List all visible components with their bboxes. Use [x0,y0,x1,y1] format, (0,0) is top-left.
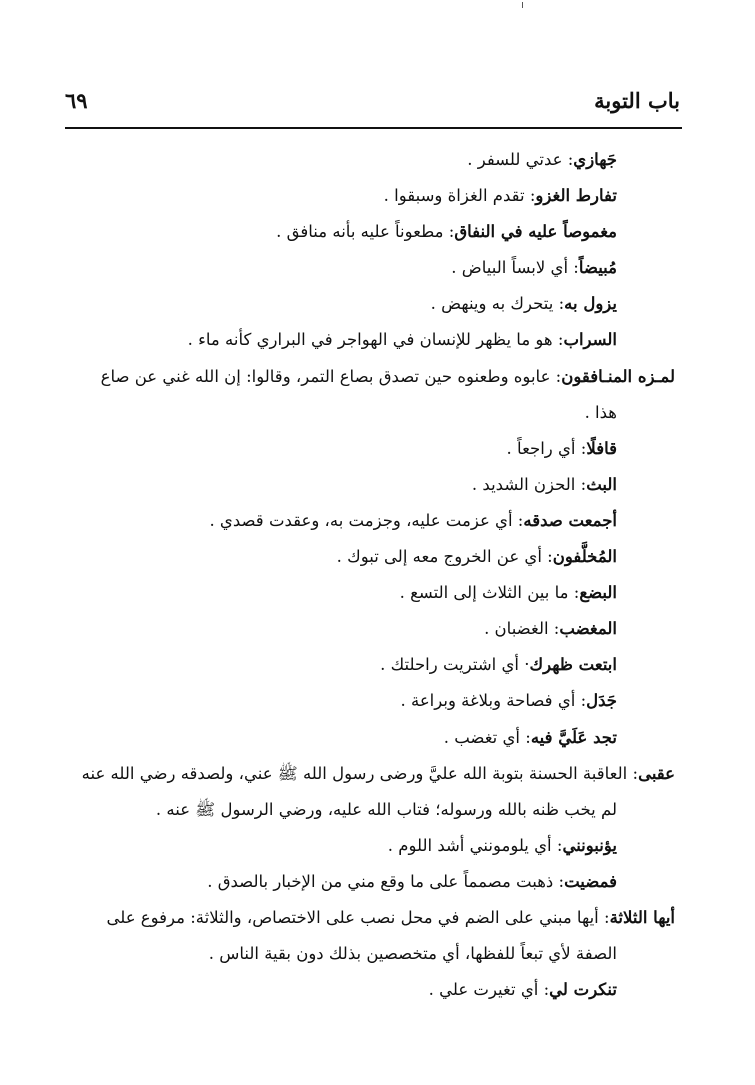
glossary-term: مغموصاً عليه في النفاق [454,222,617,242]
term-separator: : [575,438,587,458]
glossary-entry [75,611,675,647]
header-rule [65,127,682,129]
glossary-definition: أي عزمت عليه، وجزمت به، وعقدت قصدي . [209,510,513,530]
glossary-entry [75,828,675,864]
term-separator: : [568,583,580,603]
glossary-term: أيها الثلاثة [609,907,675,927]
glossary-definition: أي تغضب . [443,727,521,747]
glossary-term: تفارط الغزو [535,186,617,206]
glossary-definition: ذهبت مصمماً على ما وقع مني من الإخبار بالصدق . [207,871,554,891]
glossary-term: تجد عَلَيَّ فيه [530,727,617,747]
glossary-term: جَهازي [573,150,617,169]
term-separator: : [575,691,587,711]
glossary-definition: أي يلومونني أشد اللوم . [387,835,552,855]
glossary-term: البث [586,474,617,494]
term-separator: : [598,907,610,927]
term-separator: : [552,330,564,350]
glossary-term: السراب [563,330,617,350]
glossary-term: عقبى [638,763,675,783]
term-separator: : [562,150,574,169]
glossary-entry [75,972,675,1008]
term-separator: · [518,655,530,675]
glossary-term: لمـزه المنـافقون [561,366,675,386]
glossary-term: مُبيضاً [578,258,617,278]
term-separator: : [512,510,524,530]
term-separator: : [541,547,553,567]
glossary-definition: أي اشتريت راحلتك . [380,655,519,675]
glossary-definition: الحزن الشديد . [471,474,576,494]
glossary-term: البضع [579,583,617,603]
glossary-definition: يتحرك به وينهض . [430,294,554,314]
glossary-entry [75,467,675,503]
glossary-definition: مطعوناً عليه بأنه منافق . [276,222,444,242]
glossary-list [75,142,675,1008]
glossary-entry [75,250,675,286]
glossary-definition: عدتي للسفر . [467,150,563,169]
glossary-entry [75,142,675,178]
term-separator: : [568,258,579,278]
glossary-term: أجمعت صدقه [523,510,617,530]
glossary-definition: أي راجعاً . [506,438,576,458]
glossary-definition: العاقبة الحسنة بتوبة الله عليَّ ورضى رسول الله ﷺ عني، ولصدقه رضي الله عنه لم يخب ظنه بالله ورسوله؛ فتاب الله عليه، ورضي الرسول ﷺ عنه . [81,763,628,819]
glossary-entry [75,647,675,683]
term-separator: : [548,619,560,639]
glossary-term: قافلًا [586,438,617,458]
glossary-term: فمضيت [564,871,617,891]
glossary-entry [75,683,675,719]
glossary-definition: ما بين الثلاث إلى التسع . [399,583,569,603]
glossary-entry [75,431,675,467]
page-header [65,88,680,124]
glossary-entry [75,178,675,214]
glossary-definition: أي عن الخروج معه إلى تبوك . [336,547,542,567]
glossary-entry [75,756,675,828]
glossary-definition: الغضبان . [484,619,549,639]
glossary-term: يؤنبونني [562,835,617,855]
glossary-definition: عابوه وطعنوه حين تصدق بصاع التمر، وقالوا: إن الله غني عن صاع هذا . [100,366,617,422]
glossary-term: جَدَل [586,691,617,711]
glossary-entry [75,539,675,575]
term-separator: : [553,871,565,891]
term-separator: : [520,727,531,747]
term-separator: : [553,294,565,314]
term-separator: : [627,763,639,783]
term-separator: : [538,980,550,1000]
scan-mark [522,2,523,8]
term-separator: : [575,474,587,494]
glossary-entry [75,864,675,900]
glossary-entry [75,322,675,358]
glossary-definition: أي تغيرت علي . [428,980,539,1000]
glossary-entry [75,575,675,611]
glossary-term: ابتعت ظهرك [529,655,617,675]
glossary-entry [75,214,675,250]
glossary-entry [75,720,675,756]
glossary-definition: أي فصاحة وبلاغة وبراعة . [400,691,576,711]
glossary-definition: تقدم الغزاة وسبقوا . [383,186,525,206]
term-separator: : [443,222,455,242]
glossary-term: المغضب [559,619,617,639]
glossary-definition: أيها مبني على الضم في محل نصب على الاختصاص، والثلاثة: مرفوع على الصفة لأي تبعاً للفظها، أي متخصصين بذلك دون بقية الناس . [106,907,617,964]
term-separator: : [551,835,563,855]
glossary-term: تنكرت لي [549,980,617,1000]
glossary-term: المُخلَّفون [552,547,617,567]
glossary-entry [75,359,675,431]
glossary-entry [75,286,675,322]
glossary-entry [75,503,675,539]
glossary-term: يزول به [564,294,617,314]
term-separator: : [524,186,536,206]
chapter-title: باب التوبة [594,88,680,113]
page-number: ٦٩ [65,88,88,113]
glossary-definition: هو ما يظهر للإنسان في الهواجر في البراري كأنه ماء . [187,330,553,350]
glossary-definition: أي لابساً البياض . [451,258,569,278]
term-separator: : [550,366,562,386]
glossary-entry [75,900,675,972]
